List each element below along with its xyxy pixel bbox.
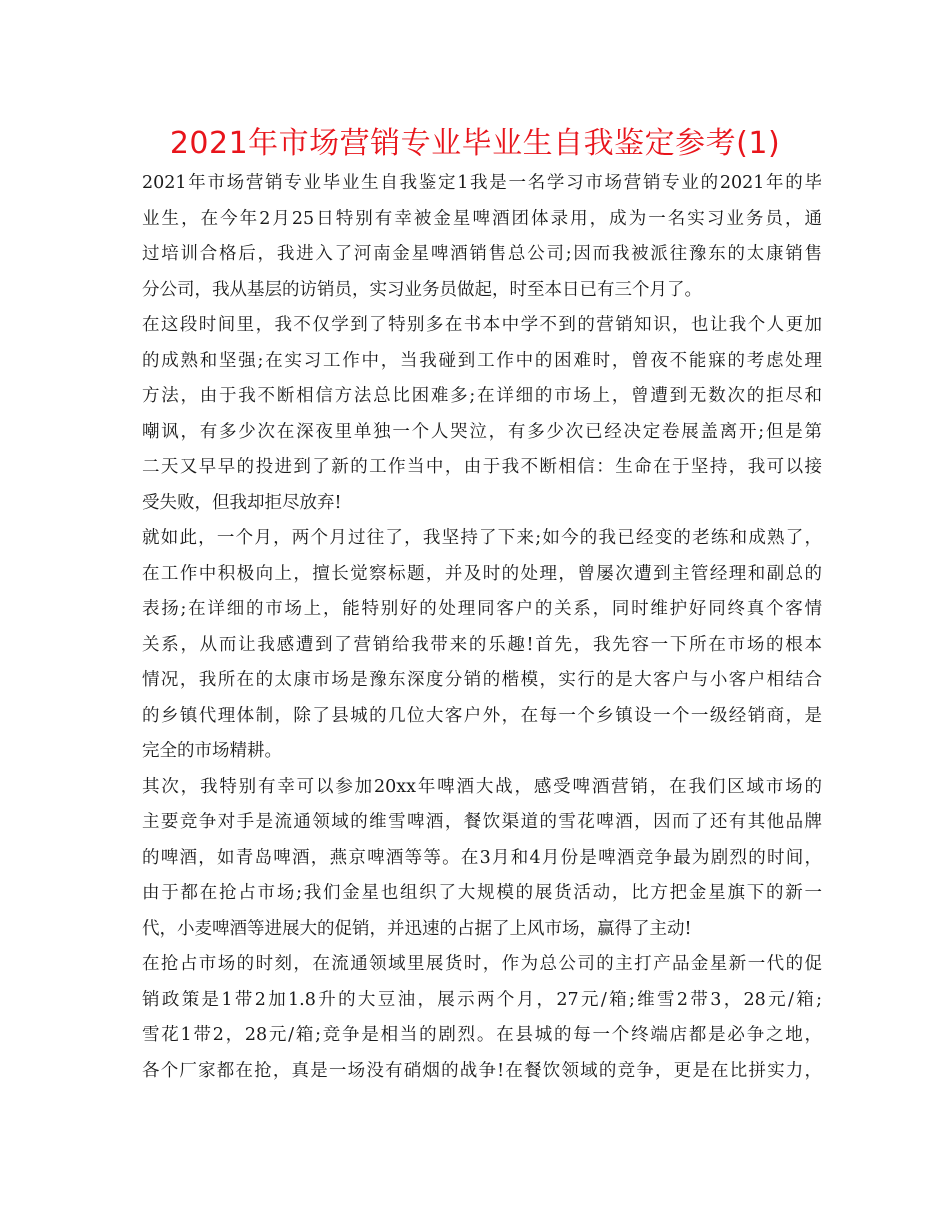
body-line: 主要竞争对手是流通领域的维雪啤酒，餐饮渠道的雪花啤酒，因而了还有其他品牌 bbox=[142, 812, 822, 832]
document-body bbox=[142, 166, 822, 1089]
body-line: 完全的市场精耕。 bbox=[142, 741, 282, 761]
body-line: 其次，我特别有幸可以参加20xx年啤酒大战，感受啤酒营销，在我们区域市场的 bbox=[142, 776, 822, 797]
body-line: 情况，我所在的太康市场是豫东深度分销的楷模，实行的是大客户与小客户相结合 bbox=[142, 670, 822, 690]
body-line: 销政策是1带2加1.8升的大豆油，展示两个月，27元/箱;维雪2带3，28元/箱; bbox=[142, 989, 822, 1010]
body-line: 受失败，但我却拒尽放弃! bbox=[142, 492, 342, 513]
body-line: 二天又早早的投进到了新的工作当中，由于我不断相信：生命在于坚持，我可以接 bbox=[142, 457, 822, 477]
body-line: 就如此，一个月，两个月过往了，我坚持了下来;如今的我已经变的老练和成熟了， bbox=[142, 528, 822, 548]
document-title: 2021年市场营销专业毕业生自我鉴定参考(1) bbox=[169, 126, 781, 161]
body-line: 在工作中积极向上，擅长觉察标题，并及时的处理，曾屡次遭到主管经理和副总的 bbox=[142, 563, 822, 584]
body-line: 代，小麦啤酒等进展大的促销，并迅速的占据了上风市场，赢得了主动! bbox=[142, 918, 692, 939]
body-line: 表扬;在详细的市场上，能特别好的处理同客户的关系，同时维护好同终真个客情 bbox=[142, 599, 822, 619]
body-line: 各个厂家都在抢，真是一场没有硝烟的战争!在餐饮领域的竞争，更是在比拼实力， bbox=[142, 1060, 822, 1081]
body-line: 嘲讽，有多少次在深夜里单独一个人哭泣，有多少次已经决定卷展盖离开;但是第 bbox=[142, 421, 822, 442]
body-line: 在抢占市场的时刻，在流通领域里展货时，作为总公司的主打产品金星新一代的促 bbox=[142, 954, 822, 974]
body-line: 在这段时间里，我不仅学到了特别多在书本中学不到的营销知识，也让我个人更加 bbox=[142, 315, 822, 335]
body-line: 关系，从而让我感遭到了营销给我带来的乐趣!首先，我先容一下所在市场的根本 bbox=[142, 634, 822, 655]
body-line: 分公司，我从基层的访销员，实习业务员做起，时至本日已有三个月了。 bbox=[142, 279, 702, 300]
body-line: 的成熟和坚强;在实习工作中，当我碰到工作中的困难时，曾夜不能寐的考虑处理 bbox=[142, 350, 822, 371]
body-line: 2021年市场营销专业毕业生自我鉴定1我是一名学习市场营销专业的2021年的毕 bbox=[142, 173, 822, 193]
body-line: 雪花1带2，28元/箱;竞争是相当的剧烈。在县城的每一个终端店都是必争之地， bbox=[142, 1025, 822, 1045]
body-line: 过培训合格后，我进入了河南金星啤酒销售总公司;因而我被派往豫东的太康销售 bbox=[142, 244, 822, 264]
body-line: 方法，由于我不断相信方法总比困难多;在详细的市场上，曾遭到无数次的拒尽和 bbox=[142, 386, 822, 406]
body-line: 的啤酒，如青岛啤酒，燕京啤酒等等。在3月和4月份是啤酒竞争最为剧烈的时间， bbox=[142, 847, 822, 868]
body-line: 的乡镇代理体制，除了县城的几位大客户外，在每一个乡镇设一个一级经销商，是 bbox=[142, 705, 822, 726]
body-line: 业生，在今年2月25日特别有幸被金星啤酒团体录用，成为一名实习业务员，通 bbox=[142, 208, 822, 229]
body-line: 由于都在抢占市场;我们金星也组织了大规模的展货活动，比方把金星旗下的新一 bbox=[142, 883, 822, 903]
